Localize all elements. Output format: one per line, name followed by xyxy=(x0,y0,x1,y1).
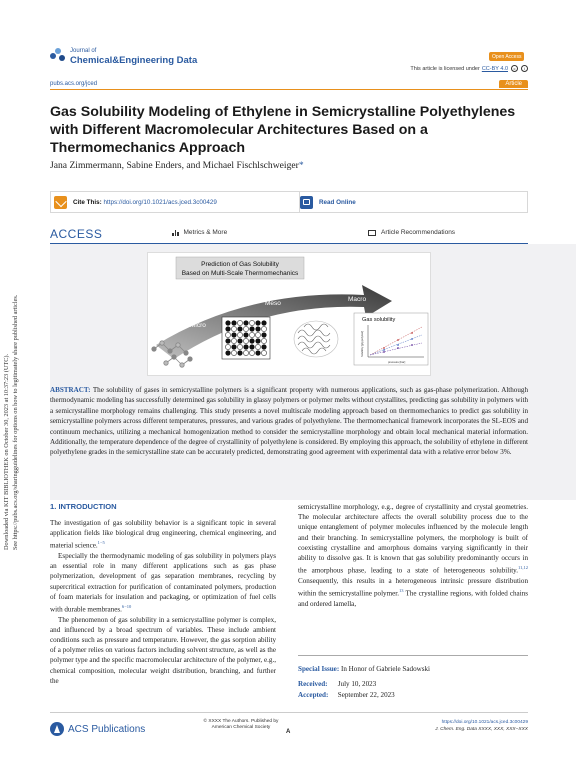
author-list xyxy=(50,160,304,171)
intro-paragraph-continued xyxy=(298,502,528,609)
authors-text: Jana Zimmermann, Sabine Enders, and Michael Fischlschweiger xyxy=(50,160,299,171)
download-note xyxy=(2,190,22,550)
metrics-label: Metrics & More xyxy=(183,229,228,236)
journal-logo[interactable] xyxy=(50,47,197,65)
recommendations-button[interactable] xyxy=(368,229,455,236)
bar-chart-icon xyxy=(172,230,179,236)
toc-meso-label: Meso xyxy=(265,300,281,307)
article-title: Gas Solubility Modeling of Ethylene in Semicrystalline Polyethylenes with Different Macromolecular Architectures Based on a Thermomechanics Approach xyxy=(50,104,516,156)
intro-p2-text: Especially the thermodynamic modeling of gas solubility in polymers plays an essential role in many different applications such as gas phase polymerization, development of gas separation membranes, recycling by supercritical extraction for purification of contaminated polymers, production of foam materials for insulation and packaging, or optimization of fuel cells with durable membranes. xyxy=(50,551,276,614)
lattice-grid-icon xyxy=(222,317,270,359)
article-recs-icon xyxy=(368,230,376,236)
received-label: Received: xyxy=(298,680,328,688)
copyright-line1: © XXXX The Authors. Published by xyxy=(203,719,279,724)
journal-name-small: Journal of xyxy=(70,48,97,54)
copyright-notice xyxy=(196,719,286,731)
toc-micro-label: Micro xyxy=(190,322,206,329)
plot-y-label: Solubility [g/g polymer] xyxy=(361,330,364,357)
footer-divider xyxy=(50,712,528,713)
special-issue-label: Special Issue: xyxy=(298,665,340,673)
morphology-icon xyxy=(294,321,338,357)
intro-r2-text: Consequently, this results in a heterogeneous intrinsic pressure distribution within the semicrystalline polymer. xyxy=(298,576,528,598)
toc-graphic xyxy=(147,252,431,376)
cc-icon: c xyxy=(511,65,518,72)
received-row xyxy=(298,679,528,690)
corresponding-author-mark[interactable]: * xyxy=(298,160,304,171)
special-issue-row xyxy=(298,664,528,675)
special-issue-value: In Honor of Gabriele Sadowski xyxy=(340,665,431,673)
body-column-left xyxy=(50,502,276,686)
cite-doi-link[interactable]: https://doi.org/10.1021/acs.jced.3c00429 xyxy=(103,198,217,206)
read-online-label: Read Online xyxy=(319,198,356,206)
journal-name: Chemical&Engineering Data xyxy=(70,55,198,66)
footer-doi-link[interactable]: https://doi.org/10.1021/acs.jced.3c00429 xyxy=(441,720,528,725)
received-date: July 10, 2023 xyxy=(337,680,377,688)
intro-paragraph-1 xyxy=(50,518,276,551)
solubility-plot xyxy=(354,313,428,365)
abstract-text: The solubility of gases in semicrystalline polymers is a significant property with numerous applications, such as gas-phase polymerization. Although thermodynamic modeling has successfully determined gas solubility in glassy polymers or polymer melts without crystallites, predicting gas solubility in polymers with a semicrystalline morphology remains challenging. This study presents a novel multiscale modeling approach based on thermomechanics to predict gas solubility in semicrystalline polymers across different temperatures, pressures, and various grades of polyethylene. The thermomechanical framework incorporates the SL-EOS and continuum mechanics, utilizing a mechanical homogenization method to consider the semicrystalline morphology and obtain local mechanical material information. Additionally, the temperature dependence of the degree of crystallinity of polyethylene is considered. By employing this approach, the solubility of ethylene in different polyethylene grades in the semicrystalline state can be accurately predicted, demonstrating good agreement with experimental data with a relative error below 3%. xyxy=(50,386,528,457)
metrics-button[interactable] xyxy=(172,229,227,236)
acs-publications-logo[interactable] xyxy=(50,722,145,736)
open-access-badge: Open Access xyxy=(489,52,524,61)
download-note-line1: Downloaded via KIT BIBLIOTHEK on October 30, 2023 at 10:37:23 (UTC). xyxy=(3,353,10,550)
download-note-line2: See https://pubs.acs.org/sharingguidelines for options on how to legitimately share published articles. xyxy=(12,294,19,550)
cite-box xyxy=(50,191,528,213)
abstract-label: ABSTRACT: xyxy=(50,386,91,394)
acs-seal-icon xyxy=(50,722,64,736)
access-label: ACCESS xyxy=(50,227,103,241)
footer-citation xyxy=(435,720,528,733)
article-type-tag: Article xyxy=(499,80,528,88)
read-online-button[interactable] xyxy=(299,192,356,212)
header-divider xyxy=(50,89,528,90)
journal-url-link[interactable]: pubs.acs.org/jced xyxy=(50,81,98,87)
plot-title: Gas solubility xyxy=(362,317,396,323)
article-metadata xyxy=(298,655,528,701)
citation-ref[interactable]: 13 xyxy=(399,587,404,593)
cite-label: Cite This: xyxy=(73,198,102,206)
footer-journal-ref: J. Chem. Eng. Data XXXX, XXX, XXX−XXX xyxy=(435,726,528,732)
intro-paragraph-3: The phenomenon of gas solubility in a semicrystalline polymer is complex, and influenced by a broad spectrum of variables. These include ambient conditions such as pressure and temperature. However, the gas sorption ability of a polymer relies on various factors including solvent structure, as well as the polymer type and the specific macromolecular architecture of the polymer, e.g., chemical composition, molecular weight distribution, branching, and further the xyxy=(50,615,276,685)
body-column-right xyxy=(298,502,528,609)
intro-p1-text: The investigation of gas solubility behavior is a significant topic in several application fields like biological drug engineering, chemical engineering, and material science. xyxy=(50,519,276,550)
plot-x-label: pressure [bar] xyxy=(388,360,406,364)
accepted-label: Accepted: xyxy=(298,691,329,699)
cite-text xyxy=(73,199,217,206)
intro-paragraph-2 xyxy=(50,551,276,615)
page-number: A xyxy=(286,729,291,735)
citation-ref[interactable]: 1−5 xyxy=(97,540,105,546)
toc-banner-line1: Prediction of Gas Solubility xyxy=(201,261,279,268)
by-icon: i xyxy=(521,65,528,72)
read-online-icon xyxy=(300,196,313,209)
accepted-date: September 22, 2023 xyxy=(337,691,395,699)
access-bar xyxy=(50,225,526,243)
intro-r3-text: The crystalline regions, with folded chains and ordered lamella, xyxy=(298,589,528,608)
toc-macro-label: Macro xyxy=(348,296,367,303)
abstract-paragraph xyxy=(50,385,528,458)
citation-ref[interactable]: 6−10 xyxy=(121,603,132,609)
license-prefix: This article is licensed under xyxy=(410,65,480,72)
license-link[interactable]: CC-BY 4.0 xyxy=(481,65,508,72)
journal-logo-icon xyxy=(50,48,66,64)
toc-graphic-svg xyxy=(148,253,432,377)
cite-icon[interactable] xyxy=(54,196,67,209)
citation-ref[interactable]: 11,12 xyxy=(518,565,528,571)
publisher-name: ACS Publications xyxy=(68,723,146,735)
accepted-row xyxy=(298,690,528,701)
license-line xyxy=(410,65,528,72)
intro-r1-text: semicrystalline morphology, e.g., degree of crystallinity and crystal geometries. The molecular architecture affects the overall solubility process due to the unique entanglement of polymer molecules influenced by the molecule length and their branching. In semicrystalline polymers, the morphology is built of coexisting crystalline and amorphous domains varying significantly in their ability to dissolve gas. It is known that gas solubility predominantly occurs in the amorphous phase, leading to a state of heterogeneous solubility. xyxy=(298,503,528,575)
toc-banner-line2: Based on Multi-Scale Thermomechanics xyxy=(181,270,299,277)
recommendations-label: Article Recommendations xyxy=(381,229,456,236)
introduction-heading: 1. INTRODUCTION xyxy=(50,502,117,511)
copyright-line2: American Chemical Society xyxy=(211,725,271,730)
